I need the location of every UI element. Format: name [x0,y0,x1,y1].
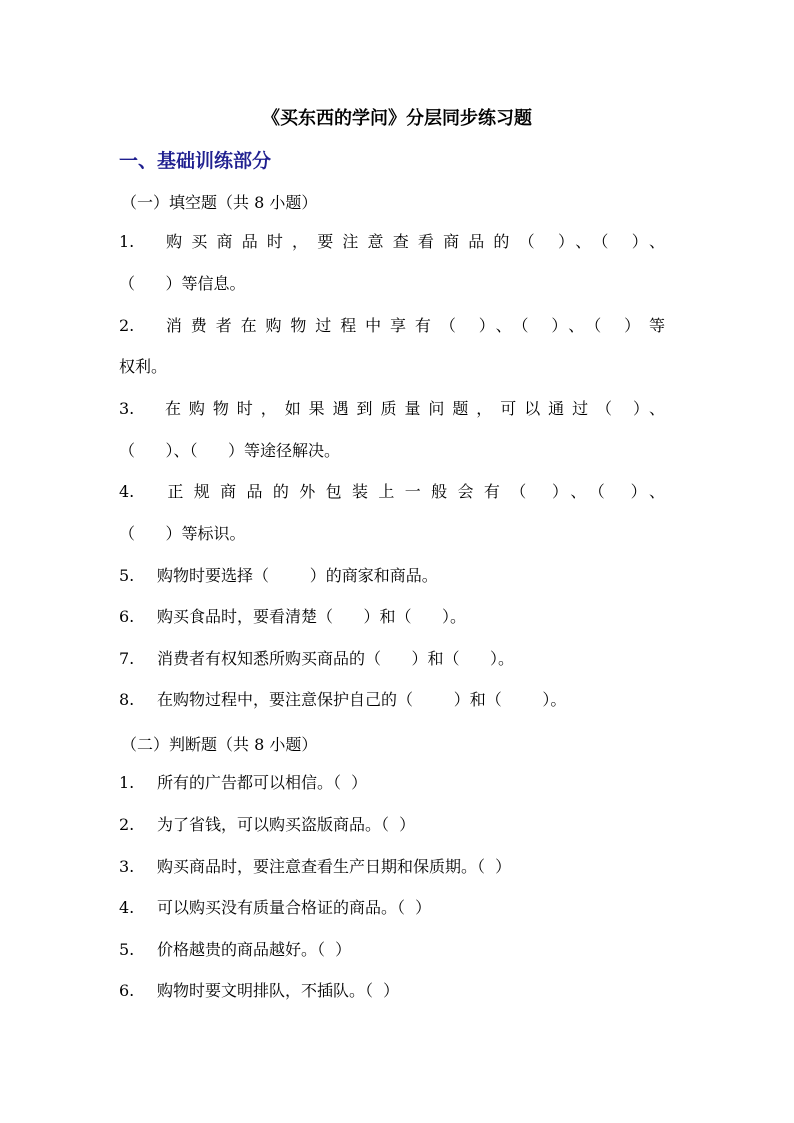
item-number: 4. [119,482,135,501]
true-false-item-6 [119,981,399,1001]
fill-blank-item-7 [119,649,514,669]
item-number: 6. [119,981,135,1000]
item-number: 3. [119,857,135,876]
fill-blank-item-2-line1 [119,316,665,336]
item-text: 购买商品时，要注意查看生产日期和保质期。（ ） [157,857,512,876]
true-false-item-1 [119,773,367,793]
fill-blank-item-2-line2: 权利。 [119,357,168,376]
true-false-item-5 [119,940,351,960]
fill-blank-item-5 [119,566,438,586]
item-number: 5. [119,566,135,585]
item-number: 2. [119,316,135,335]
item-text: 所有的广告都可以相信。（ ） [157,773,368,792]
item-number: 5. [119,940,135,959]
fill-blank-item-4-line2: （ ）等标识。 [119,524,246,543]
true-false-heading: （二）判断题（共 8 小题） [121,735,318,754]
item-number: 6. [119,607,135,626]
document-title: 《买东西的学问》分层同步练习题 [262,108,532,129]
item-text: 在购物过程中，要注意保护自己的（ ）和（ ）。 [157,690,567,709]
item-number: 1. [119,232,135,251]
fill-blank-item-1-line1 [119,232,665,252]
fill-blank-item-6 [119,607,466,627]
item-text: 正规商品的外包装上一般会有（ ）、（ ）、 [157,482,665,501]
item-text: 购物时要选择（ ）的商家和商品。 [157,566,438,585]
item-text: 购买商品时，要注意查看商品的（ ）、（ ）、 [157,232,665,251]
fill-blank-item-1-line2: （ ）等信息。 [119,274,246,293]
fill-blank-item-8 [119,690,566,710]
fill-blank-item-3-line2: （ ）、（ ）等途径解决。 [119,441,341,460]
item-text: 价格越贵的商品越好。（ ） [157,940,352,959]
item-number: 8. [119,690,135,709]
fill-blank-item-4-line1 [119,482,665,502]
item-text: 购物时要文明排队，不插队。（ ） [157,981,400,1000]
item-text: 为了省钱，可以购买盗版商品。（ ） [157,815,416,834]
item-text: 消费者有权知悉所购买商品的（ ）和（ ）。 [157,649,515,668]
item-number: 1. [119,773,135,792]
item-text: 在购物时，如果遇到质量问题，可以通过（ ）、 [157,399,665,418]
item-number: 7. [119,649,135,668]
true-false-item-2 [119,815,415,835]
item-text: 可以购买没有质量合格证的商品。（ ） [157,898,432,917]
item-text: 消费者在购物过程中享有（ ）、（ ）、（ ）等 [157,316,665,335]
fill-blank-item-3-line1 [119,399,665,419]
true-false-item-4 [119,898,431,918]
section-heading-basic-training: 一、基础训练部分 [119,150,272,172]
fill-blank-heading: （一）填空题（共 8 小题） [121,193,318,212]
item-number: 3. [119,399,135,418]
true-false-item-3 [119,857,511,877]
item-number: 4. [119,898,135,917]
item-text: 购买食品时，要看清楚（ ）和（ ）。 [157,607,467,626]
item-number: 2. [119,815,135,834]
